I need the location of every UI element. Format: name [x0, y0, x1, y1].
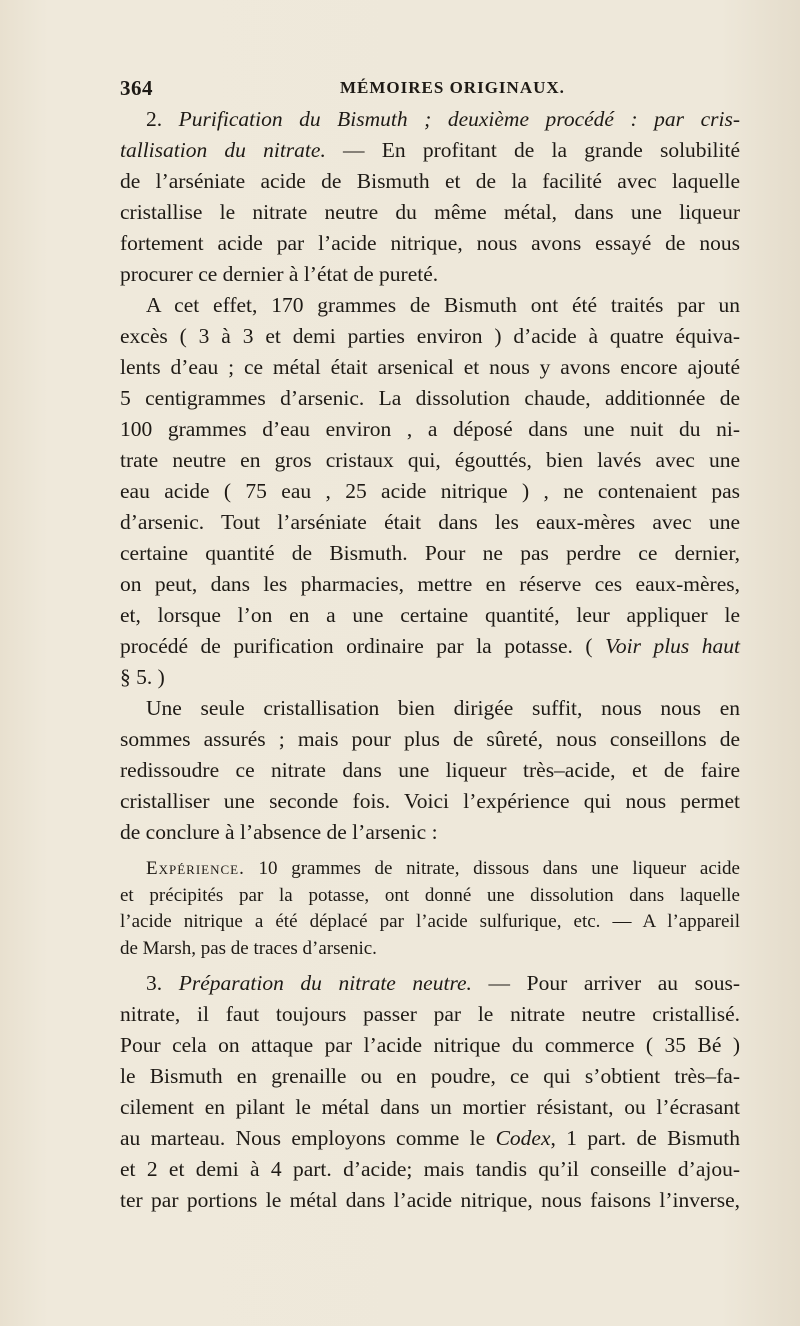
page-number: 364: [120, 76, 153, 100]
text-line: nitrate, il faut toujours passer par le nitrate neutre cristallisé.: [120, 1002, 740, 1026]
text-line: de Marsh, pas de traces d’arsenic.: [120, 937, 377, 959]
paragraph-effet: [120, 290, 740, 693]
text-line: lents d’eau ; ce métal était arsenical et nous y avons encore ajouté: [120, 355, 740, 379]
section-3-paragraph: [120, 968, 740, 1216]
text-line: [120, 968, 740, 999]
section-heading: Préparation du nitrate neutre.: [178, 971, 472, 995]
text-line: et, lorsque l’on en a une certaine quantité, leur appliquer le: [120, 603, 740, 627]
text-line: et précipités par la potasse, ont donné une dissolution dans laquelle: [120, 884, 740, 906]
text-line: 100 grammes d’eau environ , a déposé dans une nuit du ni-: [120, 417, 740, 441]
text-line: de l’arséniate acide de Bismuth et de la facilité avec laquelle: [120, 169, 740, 193]
experience-note: [120, 856, 740, 962]
body-text: [120, 104, 740, 1216]
cross-reference: Voir plus haut: [605, 634, 741, 658]
text-line: excès ( 3 à 3 et demi parties environ ) d’acide à quatre équiva-: [120, 324, 740, 348]
text-line: de conclure à l’absence de l’arsenic :: [120, 820, 438, 844]
text-line: procurer ce dernier à l’état de pureté.: [120, 262, 439, 286]
text-line: et 2 et demi à 4 part. d’acide; mais tandis qu’il conseille d’ajou-: [120, 1157, 740, 1181]
text-segment: — En profitant de la grande solubilité: [343, 138, 740, 162]
section-heading: Purification du Bismuth ; deuxième procédé : par cris-: [178, 107, 740, 131]
text-segment: , 1 part. de Bismuth: [550, 1126, 740, 1150]
text-line: [120, 104, 740, 135]
section-number: 3.: [146, 971, 163, 995]
text-line: eau acide ( 75 eau , 25 acide nitrique ) , ne contenaient pas: [120, 479, 740, 503]
experience-label: Expérience.: [146, 858, 245, 879]
text-line: on peut, dans les pharmacies, mettre en réserve ces eaux-mères,: [120, 572, 740, 596]
text-line: fortement acide par l’acide nitrique, nous avons essayé de nous: [120, 231, 740, 255]
codex-reference: Codex: [495, 1126, 551, 1150]
text-line: sommes assurés ; mais pour plus de sûreté, nous conseillons de: [120, 727, 740, 751]
text-line: A cet effet, 170 grammes de Bismuth ont été traités par un: [146, 293, 740, 317]
text-line: § 5. ): [120, 665, 165, 689]
text-line: cilement en pilant le métal dans un mortier résistant, ou l’écrasant: [120, 1095, 740, 1119]
text-line: le Bismuth en grenaille ou en poudre, ce qui s’obtient très–fa-: [120, 1064, 740, 1088]
section-heading: tallisation du nitrate.: [120, 138, 326, 162]
page-header: [120, 76, 740, 106]
text-segment: — Pour arriver au sous-: [488, 971, 740, 995]
text-segment: 10 grammes de nitrate, dissous dans une liqueur acide: [258, 858, 740, 879]
text-line: certaine quantité de Bismuth. Pour ne pas perdre ce dernier,: [120, 541, 740, 565]
text-line: cristalliser une seconde fois. Voici l’expérience qui nous permet: [120, 789, 740, 813]
text-line: [120, 631, 740, 662]
text-line: d’arsenic. Tout l’arséniate était dans les eaux-mères avec une: [120, 510, 740, 534]
text-segment: procédé de purification ordinaire par la potasse. (: [120, 634, 593, 658]
text-line: cristallise le nitrate neutre du même métal, dans une liqueur: [120, 200, 740, 224]
text-line: Une seule cristallisation bien dirigée suffit, nous nous en: [146, 696, 740, 720]
running-title: MÉMOIRES ORIGINAUX.: [340, 78, 565, 97]
section-number: 2.: [146, 107, 163, 131]
text-line: redissoudre ce nitrate dans une liqueur très–acide, et de faire: [120, 758, 740, 782]
text-line: [120, 1123, 740, 1154]
text-line: 5 centigrammes d’arsenic. La dissolution chaude, additionnée de: [120, 386, 740, 410]
text-segment: au marteau. Nous employons comme le: [120, 1126, 486, 1150]
paragraph-seule: [120, 693, 740, 848]
text-line: [120, 135, 740, 166]
text-line: [120, 856, 740, 883]
text-line: trate neutre en gros cristaux qui, égouttés, bien lavés avec une: [120, 448, 740, 472]
text-line: l’acide nitrique a été déplacé par l’acide sulfurique, etc. — A l’appareil: [120, 911, 740, 932]
text-line: ter par portions le métal dans l’acide nitrique, nous faisons l’inverse,: [120, 1188, 740, 1212]
section-2-paragraph: [120, 104, 740, 290]
text-line: Pour cela on attaque par l’acide nitrique du commerce ( 35 Bé ): [120, 1033, 740, 1057]
